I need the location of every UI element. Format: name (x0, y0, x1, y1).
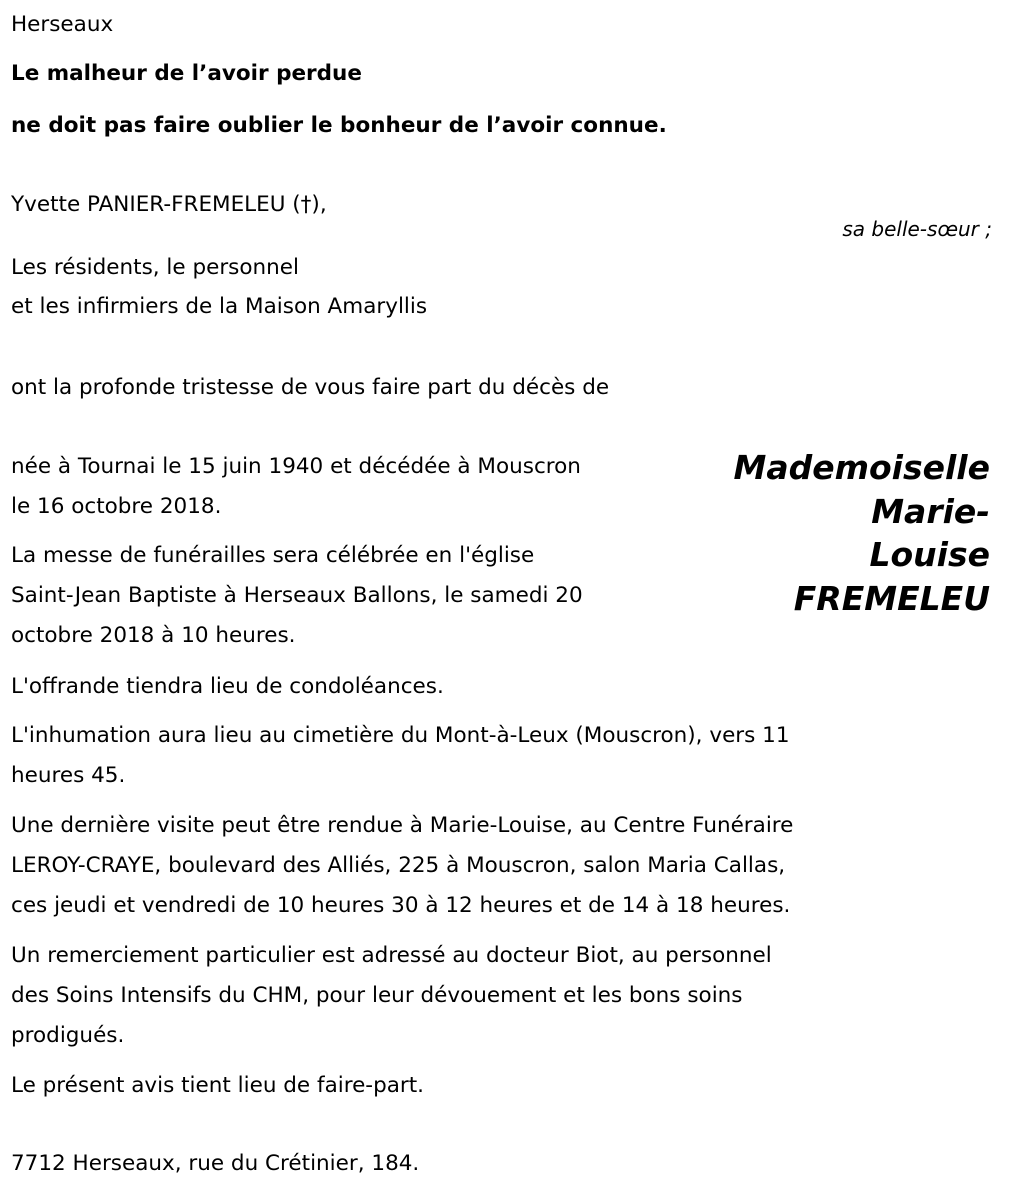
address: 7712 Herseaux, rue du Crétinier, 184. (11, 1151, 420, 1176)
family-relation: sa belle-sœur ; (842, 217, 992, 241)
deceased-last-name: FREMELEU (793, 578, 990, 618)
family-name: Yvette PANIER-FREMELEU (†), (11, 192, 327, 217)
visit-line-3: ces jeudi et vendredi de 10 heures 30 à 12 heures et de 14 à 18 heures. (11, 893, 791, 918)
birth-line-1: née à Tournai le 15 juin 1940 et décédée à Mouscron (11, 454, 581, 479)
deceased-title: Mademoiselle (733, 448, 990, 487)
deceased-name (733, 446, 990, 620)
announcement: ont la profonde tristesse de vous faire part du décès de (11, 375, 610, 400)
mass-line-3: octobre 2018 à 10 heures. (11, 623, 296, 648)
quote-line-2: ne doit pas faire oublier le bonheur de l’avoir connue. (11, 113, 667, 138)
thanks-line-2: des Soins Intensifs du CHM, pour leur dévouement et les bons soins (11, 983, 743, 1008)
others-line-1: Les résidents, le personnel (11, 255, 299, 280)
mass-line-1: La messe de funérailles sera célébrée en l'église (11, 543, 535, 568)
quote-line-1: Le malheur de l’avoir perdue (11, 61, 362, 86)
others-line-2: et les infirmiers de la Maison Amaryllis (11, 294, 428, 319)
birth-line-2: le 16 octobre 2018. (11, 494, 222, 519)
visit-line-1: Une dernière visite peut être rendue à Marie-Louise, au Centre Funéraire (11, 813, 794, 838)
mass-line-2: Saint-Jean Baptiste à Herseaux Ballons, le samedi 20 (11, 583, 583, 608)
thanks-line-1: Un remerciement particulier est adressé au docteur Biot, au personnel (11, 943, 772, 968)
offering: L'offrande tiendra lieu de condoléances. (11, 674, 444, 699)
burial-line-2: heures 45. (11, 763, 126, 788)
place: Herseaux (11, 12, 114, 37)
visit-line-2: LEROY-CRAYE, boulevard des Alliés, 225 à Mouscron, salon Maria Callas, (11, 853, 786, 878)
thanks-line-3: prodigués. (11, 1023, 125, 1048)
deceased-first-name-2: Louise (869, 535, 990, 574)
burial-line-1: L'inhumation aura lieu au cimetière du Mont-à-Leux (Mouscron), vers 11 (11, 723, 790, 748)
deceased-first-name-1: Marie- (871, 491, 990, 531)
notice: Le présent avis tient lieu de faire-part. (11, 1073, 424, 1098)
